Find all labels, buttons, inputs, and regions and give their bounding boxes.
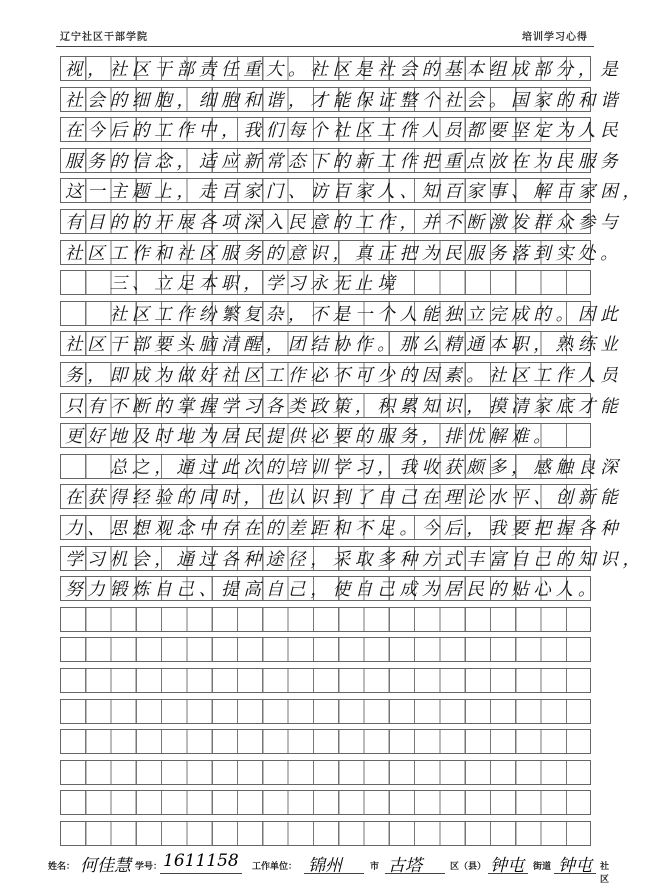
student-id-value: 1611158 (163, 851, 239, 871)
handwritten-line: 有目的的开展各项深入民意的工作，并不断激发群众参与 (65, 213, 623, 233)
handwritten-line: 努力锻炼自己、提高自己，使自己成为居民的贴心人。 (65, 580, 601, 601)
handwritten-line: 在获得经验的同时，也认识到了自己在理论水平、创新能 (65, 488, 623, 509)
grid-row (60, 56, 623, 81)
name-value: 何佳慧 (80, 856, 131, 876)
grid-row (60, 331, 623, 356)
city-underline (304, 873, 364, 874)
handwritten-line: 社区工作和社区服务的意识，真正把为民服务落到实处。 (65, 243, 623, 264)
grid-row (60, 484, 623, 509)
grid-row (60, 209, 623, 234)
handwritten-line: 这一主题上，走百家门、访百家人、知百家事、解百家困， (65, 182, 645, 203)
handwritten-line: 社区工作纷繁复杂，不是一个人能独立完成的。因此 (65, 304, 623, 325)
grid-row (60, 607, 591, 632)
district-value: 古塔 (388, 856, 422, 876)
grid-row (60, 729, 591, 754)
student-id-label: 学号： (135, 862, 163, 872)
manuscript-grid (60, 56, 645, 851)
community-value: 钟屯 (558, 856, 592, 876)
handwritten-line: 更好地及时地为居民提供必要的服务，排忧解难。 (65, 427, 556, 448)
grid-row (60, 423, 591, 448)
page-footer (48, 851, 610, 885)
handwritten-line: 力、思想观念中存在的差距和不足。今后，我要把握各种 (65, 519, 623, 539)
grid-row (60, 637, 591, 662)
grid-row (60, 515, 623, 540)
grid-row (60, 270, 591, 295)
community-underline (554, 873, 596, 874)
grid-row (60, 301, 623, 326)
grid-row (60, 178, 645, 203)
city-label: 市 (370, 862, 380, 872)
work-unit-label: 工作单位： (252, 862, 298, 872)
district-label: 区（县） (450, 862, 487, 872)
grid-row (60, 117, 623, 142)
city-value: 锦州 (308, 856, 342, 876)
grid-row (60, 454, 623, 479)
header-rule (56, 46, 594, 47)
grid-row (60, 576, 601, 601)
grid-row (60, 393, 623, 418)
community-label: 社区 (600, 862, 610, 885)
name-label: 姓名： (48, 862, 76, 872)
handwritten-line: 三、立足本职，学习永无止境 (65, 274, 400, 295)
grid-row (60, 790, 591, 815)
institute-name: 辽宁社区干部学院 (60, 32, 148, 43)
handwritten-line: 学习机会，通过各种途径，采取多种方式丰富自己的知识， (65, 549, 645, 570)
street-underline (488, 873, 528, 874)
handwritten-line: 服务的信念，适应新常态下的新工作把重点放在为民服务 (65, 151, 623, 172)
street-value: 钟屯 (490, 856, 524, 876)
grid-row (60, 546, 645, 571)
grid-row (60, 668, 591, 693)
grid-row (60, 821, 591, 846)
handwritten-line: 只有不断的掌握学习各类政策，积累知识，摸清家底才能 (65, 396, 623, 417)
street-label: 街道 (533, 862, 552, 872)
grid-row (60, 148, 623, 173)
handwritten-line: 务，即成为做好社区工作必不可少的因素。社区工作人员 (65, 366, 623, 386)
page-header (0, 22, 650, 46)
handwritten-line: 社区干部要头脑清醒，团结协作。那么精通本职，熟练业 (65, 335, 623, 356)
grid-row (60, 362, 623, 387)
handwritten-line: 总之，通过此次的培训学习，我收获颇多，感触良深 (65, 457, 623, 478)
grid-row (60, 87, 623, 112)
student-id-underline (160, 873, 242, 874)
handwritten-line: 在今后的工作中，我们每个社区工作人员都要坚定为人民 (65, 121, 623, 142)
document-title: 培训学习心得 (522, 32, 588, 43)
district-underline (385, 873, 445, 874)
handwritten-line: 视，社区干部责任重大。社区是社会的基本组成部分，是 (65, 60, 623, 80)
handwritten-line: 社会的细胞，细胞和谐，才能保证整个社会。国家的和谐 (65, 90, 623, 111)
grid-row (60, 699, 591, 724)
grid-row (60, 240, 623, 265)
grid-row (60, 760, 591, 785)
